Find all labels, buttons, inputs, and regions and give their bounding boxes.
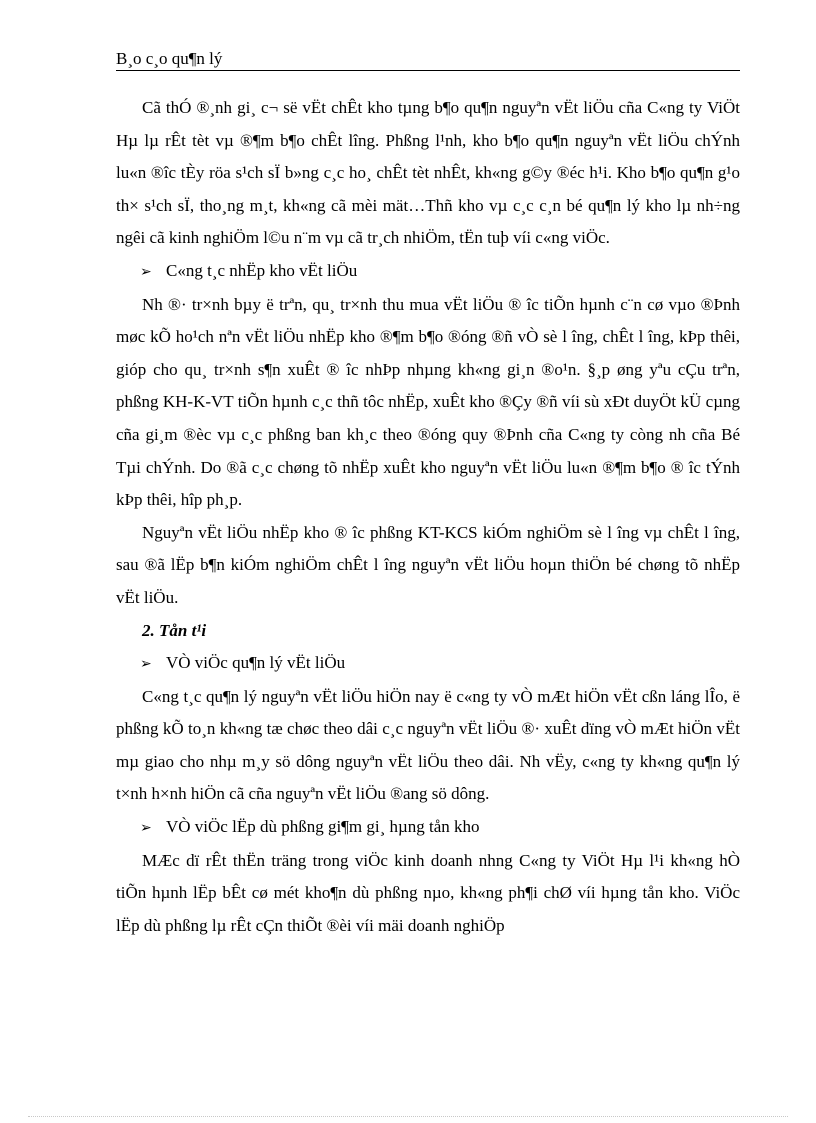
paragraph-warehouse-facilities: Cã thÓ ®¸nh gi¸ c¬ së vËt chÊt kho tµng b¶o qu¶n nguyªn vËt liÖu cña C«ng ty ViÖt Hµ lµ rÊt tèt vµ ®¶m b¶o chÊt lîng. Phßng l¹nh, kho b¶o qu¶n nguyªn vËt liÖu chÝnh lu«n ®îc tÈy röa s¹ch sÏ b»ng c¸c ho¸ chÊt tèt nhÊt, kh«ng g©y ®éc h¹i. Kho b¶o qu¶n g¹o th× s¹ch sÏ, tho¸ng m¸t, kh«ng cã mèi mät…Thñ kho vµ c¸c c¸n bé qu¶n lý kho lµ nh÷ng ngêi cã kinh nghiÖm l©u n¨m vµ cã tr¸ch nhiÖm, tËn tuþ víi c«ng viÖc. (116, 98, 740, 248)
bullet-label: VÒ viÖc lËp dù phßng gi¶m gi¸ hµng tån kho (166, 817, 480, 837)
section-heading-issues: 2. Tån t¹i (142, 620, 207, 640)
arrow-bullet-icon: ➢ (140, 820, 152, 837)
arrow-bullet-icon: ➢ (140, 263, 152, 280)
header-rule (116, 70, 740, 71)
paragraph-provision-issues: MÆc dï rÊt thËn träng trong viÖc kinh doanh nhng C«ng ty ViÖt Hµ l¹i kh«ng hÒ tiÕn hµnh lËp bÊt cø mét kho¶n dù phßng nµo, kh«ng ph¶i chØ víi hµng tån kho. ViÖc lËp dù phßng lµ rÊt cÇn thiÕt ®èi víi mäi doanh nghiÖp (116, 850, 740, 935)
page-bottom-border (28, 1116, 788, 1117)
bullet-label: C«ng t¸c nhËp kho vËt liÖu (166, 260, 358, 280)
bullet-item-material-management (116, 647, 740, 681)
paragraph-purchasing-process: Nh ®· tr×nh bµy ë trªn, qu¸ tr×nh thu mua vËt liÖu ® îc tiÕn hµnh c¨n cø vµo ®Þnh møc kÕ ho¹ch nªn vËt liÖu nhËp kho ®¶m b¶o ®óng ®ñ vÒ sè l îng, chÊt l îng, kÞp thêi, gióp cho qu¸ tr×nh s¶n xuÊt ® îc nhÞp nhµng kh«ng gi¸n ®o¹n. §¸p øng yªu cÇu trªn, phßng KH-K-VT tiÕn hµnh c¸c thñ tôc nhËp, xuÊt kho ®Çy ®ñ víi sù xÐt duyÖt kÜ cµng cña gi¸m ®èc vµ c¸c phßng ban kh¸c theo ®óng quy ®Þnh cña C«ng ty còng nh cña Bé Tµi chÝnh. Do ®ã c¸c chøng tõ nhËp xuÊt kho nguyªn vËt liÖu lu«n ®¶m b¶o ® îc tÝnh kÞp thêi, hîp ph¸p. (116, 294, 740, 510)
paragraph-management-issues: C«ng t¸c qu¶n lý nguyªn vËt liÖu hiÖn nay ë c«ng ty vÒ mÆt hiÖn vËt cßn láng lÎo, ë phßng kÕ to¸n kh«ng tæ chøc theo dâi c¸c nguyªn vËt liÖu ®· xuÊt dïng vÒ mÆt hiÖn vËt mµ giao cho nhµ m¸y sö dông nguyªn vËt liÖu theo dâi. Nh vËy, c«ng ty kh«ng qu¶n lý t×nh h×nh hiÖn cã cña nguyªn vËt liÖu ®ang sö dông. (116, 686, 740, 804)
bullet-item-warehouse-receipt (116, 255, 740, 289)
bullet-item-inventory-provision (116, 811, 740, 845)
paragraph-inspection: Nguyªn vËt liÖu nhËp kho ® îc phßng KT-KCS kiÓm nghiÖm sè l îng vµ chÊt l îng, sau ®ã lËp b¶n kiÓm nghiÖm chÊt l îng nguyªn vËt liÖu hoµn thiÖn bé chøng tõ nhËp vËt liÖu. (116, 522, 740, 607)
running-header: B¸o c¸o qu¶n lý (116, 49, 223, 68)
document-body (116, 92, 740, 942)
arrow-bullet-icon: ➢ (140, 656, 152, 673)
bullet-label: VÒ viÖc qu¶n lý vËt liÖu (166, 653, 346, 673)
